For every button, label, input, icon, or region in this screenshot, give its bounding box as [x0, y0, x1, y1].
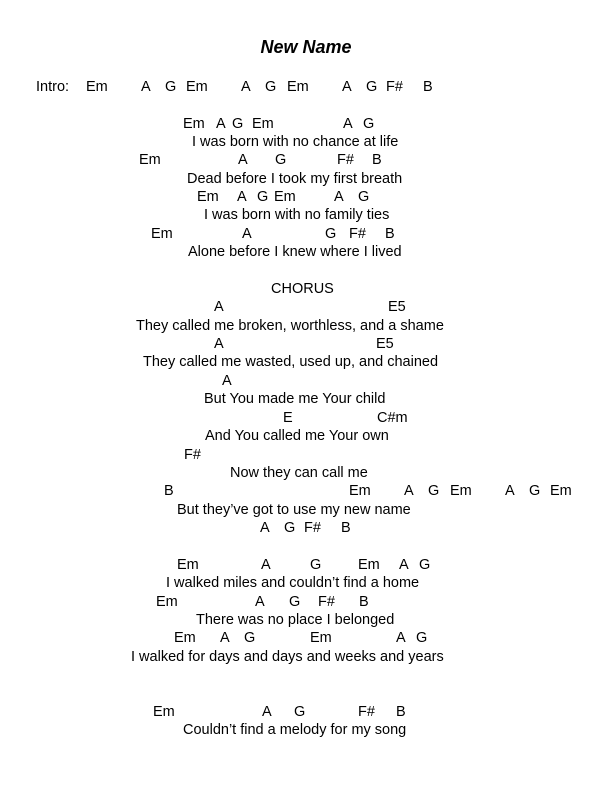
- lyric-line: Alone before I knew where I lived: [188, 244, 402, 260]
- song-title: New Name: [260, 37, 352, 57]
- intro-chord: A: [342, 79, 352, 95]
- lyric-line: They called me broken, worthless, and a shame: [136, 318, 444, 334]
- chord: B: [359, 594, 369, 610]
- lyric-line: I walked miles and couldn’t find a home: [166, 575, 420, 591]
- chord: G: [275, 152, 287, 168]
- chord: G: [428, 483, 440, 499]
- chord: B: [385, 226, 395, 242]
- lyric-line: Dead before I took my first breath: [187, 171, 403, 187]
- intro-chord: G: [265, 79, 277, 95]
- chord: F#: [337, 152, 354, 168]
- lyric-line: I walked for days and days and weeks and years: [131, 649, 444, 665]
- chord: G: [325, 226, 337, 242]
- chord: G: [284, 520, 296, 536]
- chord: A: [216, 116, 226, 132]
- chord: G: [419, 557, 431, 573]
- chord: E5: [388, 299, 406, 315]
- chord: A: [214, 299, 224, 315]
- intro-label: Intro:: [36, 79, 70, 95]
- chord: G: [257, 189, 269, 205]
- chord: A: [334, 189, 344, 205]
- chord: Em: [349, 483, 371, 499]
- chord: F#: [184, 447, 201, 463]
- lyric-line: There was no place I belonged: [196, 612, 395, 628]
- intro-chord: Em: [287, 79, 309, 95]
- lyric-line: They called me wasted, used up, and chained: [143, 354, 439, 370]
- lyric-line: I was born with no family ties: [204, 207, 390, 223]
- chord: G: [310, 557, 322, 573]
- lyric-line: Couldn’t find a melody for my song: [183, 722, 407, 738]
- chord: A: [260, 520, 270, 536]
- chord: B: [396, 704, 406, 720]
- chord: F#: [304, 520, 321, 536]
- lyric-line: And You called me Your own: [205, 428, 389, 444]
- chord: Em: [183, 116, 205, 132]
- chord: A: [255, 594, 265, 610]
- chord: E: [283, 410, 293, 426]
- chord: Em: [274, 189, 296, 205]
- chord: A: [238, 152, 248, 168]
- chord: A: [242, 226, 252, 242]
- chord: E5: [376, 336, 394, 352]
- chord: Em: [197, 189, 219, 205]
- intro-chord: G: [165, 79, 177, 95]
- chord: G: [358, 189, 370, 205]
- intro-chord: A: [241, 79, 251, 95]
- chord: Em: [252, 116, 274, 132]
- chord: A: [237, 189, 247, 205]
- lyric-line: Now they can call me: [230, 465, 368, 481]
- chord: B: [341, 520, 351, 536]
- chord: G: [244, 630, 256, 646]
- chord: G: [529, 483, 541, 499]
- chord: Em: [139, 152, 161, 168]
- chord: Em: [450, 483, 472, 499]
- chord: Em: [174, 630, 196, 646]
- chord: A: [220, 630, 230, 646]
- intro-chord: B: [423, 79, 433, 95]
- chord: A: [396, 630, 406, 646]
- chord: F#: [358, 704, 375, 720]
- chord: B: [372, 152, 382, 168]
- chord: A: [222, 373, 232, 389]
- chord: G: [363, 116, 375, 132]
- chord: A: [399, 557, 409, 573]
- chord: A: [343, 116, 353, 132]
- chord: G: [294, 704, 306, 720]
- chord: Em: [151, 226, 173, 242]
- chord: Em: [550, 483, 572, 499]
- chord: A: [261, 557, 271, 573]
- chord: G: [416, 630, 428, 646]
- intro-chord: F#: [386, 79, 403, 95]
- lyric-line: I was born with no chance at life: [192, 134, 399, 150]
- chord: A: [505, 483, 515, 499]
- intro-chord: Em: [86, 79, 108, 95]
- chord: G: [289, 594, 301, 610]
- chord: A: [262, 704, 272, 720]
- chord: A: [214, 336, 224, 352]
- chord: Em: [153, 704, 175, 720]
- chord: C#m: [377, 410, 408, 426]
- chorus-heading: CHORUS: [271, 281, 334, 297]
- chord: Em: [310, 630, 332, 646]
- intro-chord: Em: [186, 79, 208, 95]
- chord: F#: [349, 226, 366, 242]
- chord: F#: [318, 594, 335, 610]
- lyric-line: But You made me Your child: [204, 391, 386, 407]
- lyric-line: But they’ve got to use my new name: [177, 502, 411, 518]
- chord: Em: [358, 557, 380, 573]
- chord: G: [232, 116, 244, 132]
- chord: Em: [177, 557, 199, 573]
- chord: Em: [156, 594, 178, 610]
- chord: B: [164, 483, 174, 499]
- chord: A: [404, 483, 414, 499]
- intro-chord: G: [366, 79, 378, 95]
- intro-chord: A: [141, 79, 151, 95]
